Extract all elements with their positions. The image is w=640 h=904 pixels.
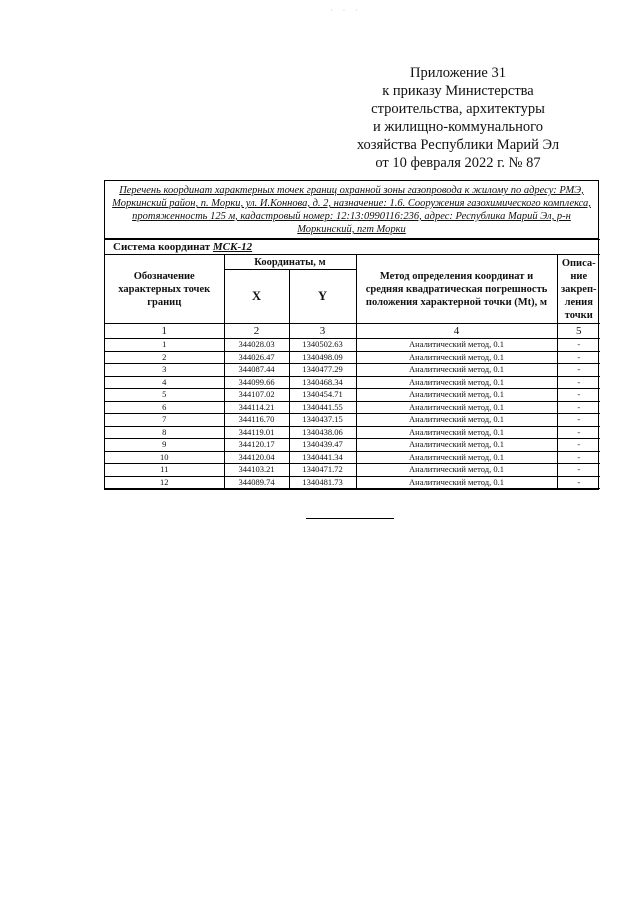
point-cell: 1 (105, 339, 224, 352)
x-cell: 344107.02 (224, 389, 289, 402)
method-cell: Аналитический метод, 0.1 (356, 476, 557, 489)
method-cell: Аналитический метод, 0.1 (356, 364, 557, 377)
column-number: 5 (557, 324, 600, 339)
point-cell: 2 (105, 351, 224, 364)
appendix-line: хозяйства Республики Марий Эл (356, 137, 560, 153)
coordinate-system-value: МСК-12 (212, 241, 253, 253)
description-cell: - (557, 351, 600, 364)
point-cell: 11 (105, 464, 224, 477)
description-cell: - (557, 476, 600, 489)
method-cell: Аналитический метод, 0.1 (356, 351, 557, 364)
method-cell: Аналитический метод, 0.1 (356, 426, 557, 439)
point-cell: 3 (105, 364, 224, 377)
table-row (105, 339, 600, 352)
method-cell: Аналитический метод, 0.1 (356, 451, 557, 464)
description-cell: - (557, 389, 600, 402)
method-cell: Аналитический метод, 0.1 (356, 389, 557, 402)
y-cell: 1340438.06 (289, 426, 356, 439)
description-cell: - (557, 401, 600, 414)
document-title: Перечень координат характерных точек границ охранной зоны газопровода к жилому по адресу: РМЭ, Моркинский район, п. Морки, ул. И.Коннова, д. 2, назначение: 1.6. Сооружения газохимического комплекса, протяженность 125 м, кадастровый номер: 12:13:0990116:236, адрес: Республика Марий Эл, р-н Моркинский, пгт Морки (105, 181, 598, 239)
table-row (105, 451, 600, 464)
y-cell: 1340441.34 (289, 451, 356, 464)
description-cell: - (557, 339, 600, 352)
y-cell: 1340437.15 (289, 414, 356, 427)
method-cell: Аналитический метод, 0.1 (356, 464, 557, 477)
coordinate-system-label: Система координат (113, 241, 211, 253)
header-x: X (224, 270, 289, 324)
header-point: Обозначение характерных точек границ (105, 255, 224, 324)
x-cell: 344116.70 (224, 414, 289, 427)
x-cell: 344026.47 (224, 351, 289, 364)
table-row (105, 414, 600, 427)
point-cell: 9 (105, 439, 224, 452)
header-description: Описа-ние закреп-ления точки (557, 255, 600, 324)
method-cell: Аналитический метод, 0.1 (356, 439, 557, 452)
y-cell: 1340468.34 (289, 376, 356, 389)
coordinate-system-row (105, 240, 600, 255)
method-cell: Аналитический метод, 0.1 (356, 414, 557, 427)
method-cell: Аналитический метод, 0.1 (356, 339, 557, 352)
table-row (105, 426, 600, 439)
x-cell: 344099.66 (224, 376, 289, 389)
table-row (105, 464, 600, 477)
appendix-line: Приложение 31 (410, 65, 506, 81)
x-cell: 344089.74 (224, 476, 289, 489)
x-cell: 344028.03 (224, 339, 289, 352)
point-cell: 6 (105, 401, 224, 414)
table-row (105, 351, 600, 364)
description-cell: - (557, 364, 600, 377)
point-cell: 12 (105, 476, 224, 489)
signature-line (306, 518, 394, 519)
column-number: 4 (356, 324, 557, 339)
table-row (105, 439, 600, 452)
y-cell: 1340441.55 (289, 401, 356, 414)
coordinates-table (105, 239, 600, 489)
table-row (105, 364, 600, 377)
point-cell: 5 (105, 389, 224, 402)
column-number: 1 (105, 324, 224, 339)
x-cell: 344120.04 (224, 451, 289, 464)
point-cell: 7 (105, 414, 224, 427)
header-method: Метод определения координат и средняя квадратическая погрешность положения характерной точки (Mt), м (356, 255, 557, 324)
x-cell: 344120.17 (224, 439, 289, 452)
table-row (105, 401, 600, 414)
point-cell: 10 (105, 451, 224, 464)
x-cell: 344103.21 (224, 464, 289, 477)
point-cell: 8 (105, 426, 224, 439)
header-coordinates: Координаты, м (224, 255, 356, 270)
x-cell: 344087.44 (224, 364, 289, 377)
appendix-line: от 10 февраля 2022 г. № 87 (375, 155, 541, 171)
description-cell: - (557, 414, 600, 427)
point-cell: 4 (105, 376, 224, 389)
x-cell: 344114.21 (224, 401, 289, 414)
column-number: 3 (289, 324, 356, 339)
table-row (105, 389, 600, 402)
table-row (105, 476, 600, 489)
description-cell: - (557, 439, 600, 452)
appendix-line: строительства, архитектуры (371, 101, 545, 117)
header-y: Y (289, 270, 356, 324)
x-cell: 344119.01 (224, 426, 289, 439)
description-cell: - (557, 451, 600, 464)
y-cell: 1340481.73 (289, 476, 356, 489)
y-cell: 1340498.09 (289, 351, 356, 364)
y-cell: 1340477.29 (289, 364, 356, 377)
description-cell: - (557, 376, 600, 389)
header-row (105, 255, 600, 270)
table-row (105, 376, 600, 389)
appendix-line: к приказу Министерства (382, 83, 534, 99)
appendix-header (338, 64, 578, 172)
column-numbers-row (105, 324, 600, 339)
y-cell: 1340471.72 (289, 464, 356, 477)
description-cell: - (557, 426, 600, 439)
appendix-line: и жилищно-коммунального (372, 119, 544, 135)
coordinates-document (104, 180, 599, 490)
description-cell: - (557, 464, 600, 477)
y-cell: 1340502.63 (289, 339, 356, 352)
method-cell: Аналитический метод, 0.1 (356, 376, 557, 389)
column-number: 2 (224, 324, 289, 339)
y-cell: 1340454.71 (289, 389, 356, 402)
method-cell: Аналитический метод, 0.1 (356, 401, 557, 414)
y-cell: 1340439.47 (289, 439, 356, 452)
scan-specks: · · · (330, 6, 362, 15)
